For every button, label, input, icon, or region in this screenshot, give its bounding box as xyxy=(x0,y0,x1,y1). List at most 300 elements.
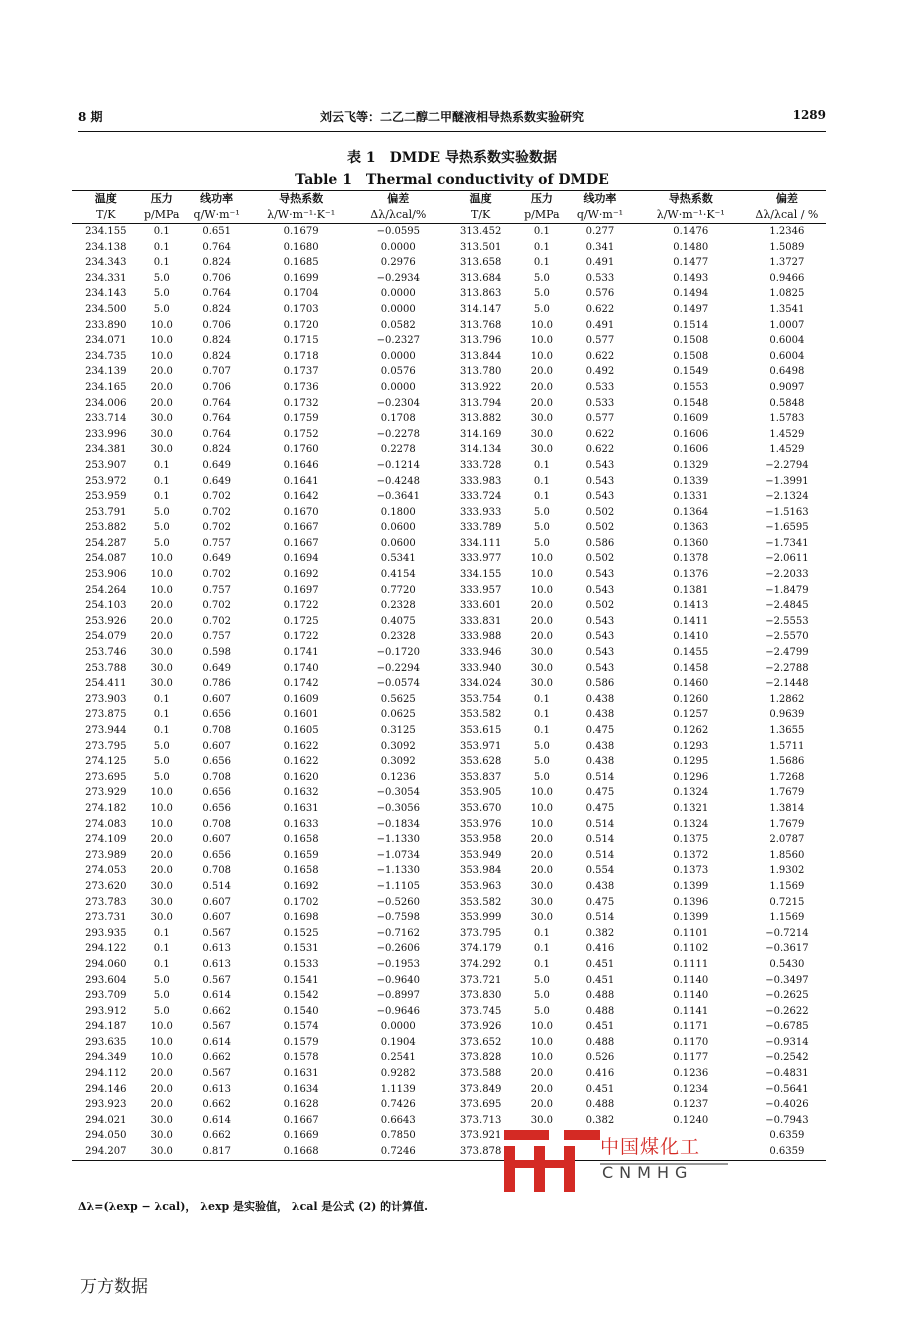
cell-line-power: 0.533 xyxy=(585,272,615,284)
cell-temperature: 314.134 xyxy=(459,444,502,456)
thermal-conductivity-table xyxy=(72,190,826,1161)
col-unit-line-power: q/W·m⁻¹ xyxy=(566,207,634,224)
cell-temperature: 314.169 xyxy=(459,428,502,440)
cell-temperature: 353.971 xyxy=(459,740,502,752)
table-row xyxy=(72,1097,826,1113)
issue-number: 8 期 xyxy=(78,110,103,124)
cell-line-power: 0.656 xyxy=(202,709,231,721)
cell-deviation: 1.1139 xyxy=(380,1083,416,1095)
cell-conductivity: 0.1622 xyxy=(283,740,319,752)
table-row xyxy=(72,442,826,458)
cell-deviation: −1.8479 xyxy=(765,584,809,596)
cell-line-power: 0.662 xyxy=(202,1052,231,1064)
cell-conductivity: 0.1722 xyxy=(283,631,319,643)
cell-pressure: 10.0 xyxy=(150,319,173,331)
cell-conductivity: 0.1460 xyxy=(673,678,709,690)
cell-pressure: 20.0 xyxy=(150,834,173,846)
cell-temperature: 313.844 xyxy=(459,350,502,362)
table-row xyxy=(72,333,826,349)
cell-pressure: 20.0 xyxy=(150,381,173,393)
cell-pressure: 10.0 xyxy=(150,335,173,347)
cell-line-power: 0.764 xyxy=(202,397,231,409)
cell-pressure: 5.0 xyxy=(153,740,170,752)
cell-temperature: 234.381 xyxy=(85,444,127,456)
cell-pressure: 10.0 xyxy=(530,1021,553,1033)
cell-pressure: 30.0 xyxy=(530,678,553,690)
cell-conductivity: 0.1331 xyxy=(673,491,709,503)
cell-pressure: 10.0 xyxy=(530,584,553,596)
table-row xyxy=(72,895,826,911)
cell-temperature: 293.935 xyxy=(85,927,127,939)
cell-pressure: 30.0 xyxy=(530,880,553,892)
cell-conductivity: 0.1620 xyxy=(283,771,319,783)
cell-deviation: 1.0007 xyxy=(769,319,805,331)
cell-deviation: 0.5341 xyxy=(380,553,416,565)
cell-line-power: 0.708 xyxy=(202,865,231,877)
cell-conductivity: 0.1698 xyxy=(283,912,319,924)
cell-line-power: 0.614 xyxy=(202,1114,231,1126)
table-caption-en: Table 1 Thermal conductivity of DMDE xyxy=(295,172,609,188)
cell-conductivity: 0.1399 xyxy=(673,912,709,924)
table-row xyxy=(72,271,826,287)
cell-temperature: 253.972 xyxy=(85,475,127,487)
cell-temperature: 273.944 xyxy=(85,725,127,736)
cell-line-power: 0.707 xyxy=(202,366,231,378)
cell-pressure: 10.0 xyxy=(530,335,553,347)
cell-deviation: −2.4845 xyxy=(765,600,809,612)
cell-conductivity: 0.1549 xyxy=(673,366,709,378)
cell-deviation: −2.1324 xyxy=(765,491,809,503)
cell-deviation: 0.1236 xyxy=(380,771,416,783)
cell-line-power: 0.702 xyxy=(202,491,231,503)
source-mark: 万方数据 xyxy=(80,1277,148,1297)
cell-conductivity: 0.1658 xyxy=(283,865,319,877)
cell-deviation: 0.3125 xyxy=(380,725,416,736)
cell-deviation: 0.0000 xyxy=(380,241,416,253)
cell-conductivity: 0.1553 xyxy=(673,381,709,393)
cell-deviation: −2.1448 xyxy=(765,678,809,690)
cell-temperature: 274.083 xyxy=(85,818,127,830)
cell-temperature: 353.976 xyxy=(459,818,502,830)
cell-deviation: 0.6359 xyxy=(748,1144,826,1160)
col-unit-temperature: T/K xyxy=(72,207,140,224)
cell-deviation: 0.1800 xyxy=(380,506,416,518)
cell-line-power: 0.607 xyxy=(202,693,231,705)
col-header-line-power: 线功率 xyxy=(566,191,634,208)
cell-conductivity: 0.1725 xyxy=(283,615,319,627)
cell-conductivity: 0.1257 xyxy=(673,709,709,721)
cell-conductivity: 0.1295 xyxy=(673,756,709,768)
col-unit-pressure: p/MPa xyxy=(140,207,184,224)
cell-pressure: 10.0 xyxy=(150,1052,173,1064)
cell-pressure: 5.0 xyxy=(153,272,170,284)
cell-line-power: 0.526 xyxy=(585,1052,615,1064)
table-row xyxy=(72,973,826,989)
col-header-pressure: 压力 xyxy=(518,191,567,208)
cell-temperature: 333.831 xyxy=(459,615,502,627)
cell-pressure: 20.0 xyxy=(150,1068,173,1080)
cell-deviation: −1.3991 xyxy=(765,475,809,487)
cell-temperature: 373.921 xyxy=(459,1130,502,1142)
cell-pressure: 10.0 xyxy=(150,553,173,565)
cell-line-power: 0.607 xyxy=(202,912,231,924)
cell-pressure: 5.0 xyxy=(153,756,170,768)
cell-temperature: 313.452 xyxy=(459,226,502,237)
cell-line-power: 0.613 xyxy=(202,958,231,970)
cell-temperature: 273.875 xyxy=(85,709,127,721)
cell-conductivity: 0.1601 xyxy=(283,709,319,721)
col-header-temperature: 温度 xyxy=(444,191,518,208)
cell-conductivity: 0.1493 xyxy=(673,272,709,284)
cell-temperature: 234.165 xyxy=(85,381,127,393)
cell-deviation: 1.5783 xyxy=(769,413,805,425)
cell-temperature: 253.926 xyxy=(85,615,127,627)
cell-deviation: −0.2606 xyxy=(376,943,420,955)
cell-conductivity: 0.1605 xyxy=(283,725,319,736)
table-row xyxy=(72,1035,826,1051)
table-row xyxy=(72,318,826,334)
cell-pressure: 20.0 xyxy=(530,631,553,643)
cell-pressure: 5.0 xyxy=(533,1005,550,1017)
cell-pressure: 0.1 xyxy=(533,241,550,253)
cell-line-power: 0.543 xyxy=(585,569,615,581)
table-row xyxy=(72,380,826,396)
cell-line-power: 0.475 xyxy=(585,802,615,814)
cell-deviation: 0.0000 xyxy=(380,303,416,315)
cell-pressure: 20.0 xyxy=(150,1083,173,1095)
cell-temperature: 233.714 xyxy=(85,413,127,425)
cell-deviation: −0.2327 xyxy=(376,335,420,347)
logo-bar xyxy=(534,1146,545,1192)
cell-line-power: 0.543 xyxy=(585,631,615,643)
cell-conductivity: 0.1541 xyxy=(283,974,319,986)
cell-deviation: −0.1720 xyxy=(376,647,420,659)
cell-conductivity: 0.1533 xyxy=(283,958,319,970)
cell-line-power: 0.824 xyxy=(202,335,231,347)
cell-conductivity: 0.1102 xyxy=(673,943,709,955)
cell-temperature: 373.849 xyxy=(459,1083,502,1095)
cell-deviation: −1.1105 xyxy=(376,880,420,892)
cell-temperature: 373.713 xyxy=(459,1114,502,1126)
cell-deviation: 0.2328 xyxy=(380,600,416,612)
cell-pressure: 0.1 xyxy=(533,927,550,939)
cell-deviation: −0.2278 xyxy=(376,428,420,440)
cell-deviation: 0.2278 xyxy=(380,444,416,456)
cell-conductivity: 0.1699 xyxy=(283,272,319,284)
cell-conductivity: 0.1396 xyxy=(673,896,709,908)
cell-conductivity: 0.1236 xyxy=(673,1068,709,1080)
cell-pressure: 10.0 xyxy=(530,1036,553,1048)
cell-conductivity: 0.1631 xyxy=(283,1068,319,1080)
cell-line-power: 0.514 xyxy=(585,834,615,846)
cell-line-power: 0.277 xyxy=(585,226,615,237)
cell-pressure: 30.0 xyxy=(530,1114,553,1126)
cell-line-power: 0.491 xyxy=(585,319,615,331)
cell-deviation: 1.3727 xyxy=(769,257,805,269)
cell-conductivity: 0.1752 xyxy=(283,428,319,440)
logo-bar xyxy=(504,1146,515,1192)
cell-temperature: 294.021 xyxy=(85,1114,127,1126)
cell-line-power: 0.567 xyxy=(202,1068,231,1080)
table-row xyxy=(72,910,826,926)
cell-conductivity: 0.1642 xyxy=(283,491,319,503)
cell-temperature: 353.837 xyxy=(459,771,502,783)
table-row xyxy=(72,536,826,552)
cell-conductivity: 0.1633 xyxy=(283,818,319,830)
cell-temperature: 293.604 xyxy=(85,974,127,986)
cell-temperature: 373.878 xyxy=(444,1144,518,1160)
cell-line-power: 0.543 xyxy=(585,584,615,596)
cell-conductivity: 0.1364 xyxy=(673,506,709,518)
cell-temperature: 373.795 xyxy=(459,927,502,939)
cell-deviation: −2.2794 xyxy=(765,459,809,471)
cell-deviation: 0.1708 xyxy=(380,413,416,425)
table-row xyxy=(72,1050,826,1066)
cell-pressure: 30.0 xyxy=(150,880,173,892)
cell-deviation: 0.4154 xyxy=(380,569,416,581)
cell-temperature: 373.721 xyxy=(459,974,502,986)
cell-pressure: 30.0 xyxy=(530,444,553,456)
cell-line-power: 0.764 xyxy=(202,288,231,300)
cell-deviation: −0.1214 xyxy=(376,459,420,471)
cell-line-power: 0.702 xyxy=(202,569,231,581)
cell-pressure: 20.0 xyxy=(530,600,553,612)
cell-line-power: 0.702 xyxy=(202,522,231,534)
table-row xyxy=(72,240,826,256)
cell-temperature: 294.060 xyxy=(85,958,127,970)
cell-deviation: 0.9097 xyxy=(769,381,805,393)
cell-conductivity: 0.1634 xyxy=(283,1083,319,1095)
cell-line-power: 0.764 xyxy=(202,241,231,253)
cell-conductivity: 0.1531 xyxy=(283,943,319,955)
cell-conductivity: 0.1641 xyxy=(283,475,319,487)
cell-line-power: 0.702 xyxy=(202,600,231,612)
cell-deviation: −0.9646 xyxy=(376,1005,420,1017)
cell-conductivity: 0.1667 xyxy=(283,537,319,549)
cell-temperature: 274.182 xyxy=(85,802,127,814)
cell-pressure: 10.0 xyxy=(150,1021,173,1033)
cell-deviation: −0.4026 xyxy=(765,1099,809,1111)
cell-temperature: 373.695 xyxy=(459,1099,502,1111)
table-row xyxy=(72,848,826,864)
cell-pressure: 30.0 xyxy=(150,413,173,425)
cell-pressure: 20.0 xyxy=(150,366,173,378)
table-row xyxy=(72,396,826,412)
col-header-deviation: 偏差 xyxy=(353,191,444,208)
cell-conductivity: 0.1759 xyxy=(283,413,319,425)
cell-temperature: 333.728 xyxy=(459,459,502,471)
table-row xyxy=(72,411,826,427)
cell-temperature: 293.923 xyxy=(85,1099,127,1111)
cell-deviation: 1.4529 xyxy=(769,428,805,440)
cell-temperature: 294.122 xyxy=(85,943,127,955)
cell-line-power: 0.502 xyxy=(585,600,615,612)
cell-temperature: 353.582 xyxy=(459,896,502,908)
cell-temperature: 273.731 xyxy=(85,912,127,924)
cell-deviation: −0.8997 xyxy=(376,990,420,1002)
cell-deviation: −0.0595 xyxy=(376,226,420,237)
table-row xyxy=(72,427,826,443)
logo-bar xyxy=(504,1130,549,1140)
cell-line-power: 0.341 xyxy=(585,241,615,253)
cell-line-power: 0.607 xyxy=(202,834,231,846)
cell-line-power: 0.488 xyxy=(585,1099,615,1111)
cell-pressure: 10.0 xyxy=(530,1052,553,1064)
running-title: 刘云飞等：二乙二醇二甲醚液相导热系数实验研究 xyxy=(319,110,584,124)
cell-pressure: 20.0 xyxy=(150,631,173,643)
cell-deviation: 0.6359 xyxy=(769,1130,805,1142)
cell-temperature: 234.735 xyxy=(85,350,127,362)
cell-deviation: 1.5089 xyxy=(769,241,805,253)
cell-pressure: 30.0 xyxy=(150,1114,173,1126)
cell-pressure: 0.1 xyxy=(533,943,550,955)
cell-pressure: 10.0 xyxy=(530,787,553,799)
cell-temperature: 353.963 xyxy=(459,880,502,892)
cell-conductivity: 0.1262 xyxy=(673,725,709,736)
watermark-name-en: CNMHG xyxy=(602,1163,694,1182)
cell-conductivity: 0.1260 xyxy=(673,693,709,705)
cell-deviation: −0.5641 xyxy=(765,1083,809,1095)
cell-deviation: 0.2541 xyxy=(380,1052,416,1064)
cell-pressure: 20.0 xyxy=(150,865,173,877)
cell-pressure: 10.0 xyxy=(150,584,173,596)
cell-pressure: 20.0 xyxy=(150,600,173,612)
cell-pressure: 0.1 xyxy=(533,491,550,503)
cell-conductivity: 0.1508 xyxy=(673,350,709,362)
cell-conductivity: 0.1622 xyxy=(283,756,319,768)
cell-deviation: 0.7720 xyxy=(380,584,416,596)
col-header-conductivity: 导热系数 xyxy=(249,191,352,208)
cell-line-power: 0.824 xyxy=(202,444,231,456)
cell-temperature: 333.940 xyxy=(459,662,502,674)
table-row xyxy=(72,801,826,817)
cell-deviation: 1.3541 xyxy=(769,303,805,315)
table-row xyxy=(72,255,826,271)
cell-conductivity: 0.1715 xyxy=(283,335,319,347)
cell-deviation: −0.9314 xyxy=(765,1036,809,1048)
cell-deviation: 1.5686 xyxy=(769,756,805,768)
cell-line-power: 0.824 xyxy=(202,257,231,269)
cell-deviation: 0.0000 xyxy=(380,350,416,362)
cell-deviation: −0.2934 xyxy=(376,272,420,284)
cell-pressure: 0.1 xyxy=(153,226,170,237)
cell-temperature: 294.112 xyxy=(85,1068,127,1080)
cell-conductivity: 0.1668 xyxy=(249,1144,352,1160)
cell-deviation: −0.7214 xyxy=(765,927,809,939)
cell-conductivity: 0.1296 xyxy=(673,771,709,783)
cell-deviation: 1.9302 xyxy=(769,865,805,877)
table-row xyxy=(72,770,826,786)
cell-pressure: 20.0 xyxy=(150,397,173,409)
cell-temperature: 353.999 xyxy=(459,912,502,924)
cell-conductivity: 0.1170 xyxy=(673,1036,709,1048)
cell-deviation: 1.7679 xyxy=(769,787,805,799)
cell-line-power: 0.586 xyxy=(585,678,615,690)
cell-temperature: 313.768 xyxy=(459,319,502,331)
col-header-line-power: 线功率 xyxy=(184,191,249,208)
table-row xyxy=(72,676,826,692)
cell-pressure: 20.0 xyxy=(530,1099,553,1111)
cell-temperature: 313.794 xyxy=(459,397,502,409)
cell-conductivity: 0.1692 xyxy=(283,880,319,892)
cell-deviation: 0.1904 xyxy=(380,1036,416,1048)
cell-temperature: 333.933 xyxy=(459,506,502,518)
cell-line-power: 0.708 xyxy=(202,771,231,783)
cell-conductivity: 0.1494 xyxy=(673,288,709,300)
cell-conductivity: 0.1378 xyxy=(673,553,709,565)
cell-temperature: 313.882 xyxy=(459,413,502,425)
table-row xyxy=(72,941,826,957)
cell-pressure: 0.1 xyxy=(533,693,550,705)
cell-temperature: 373.745 xyxy=(459,1005,502,1017)
cell-deviation: 0.6004 xyxy=(769,335,805,347)
table-row xyxy=(72,739,826,755)
cell-line-power: 0.543 xyxy=(585,459,615,471)
cell-line-power: 0.576 xyxy=(585,288,615,300)
cell-pressure: 0.1 xyxy=(533,958,550,970)
cell-line-power: 0.649 xyxy=(202,459,231,471)
cell-conductivity: 0.1692 xyxy=(283,569,319,581)
cell-line-power: 0.502 xyxy=(585,522,615,534)
table-row xyxy=(72,489,826,505)
cell-temperature: 313.658 xyxy=(459,257,502,269)
cell-temperature: 373.588 xyxy=(459,1068,502,1080)
cell-pressure: 30.0 xyxy=(530,662,553,674)
cell-temperature: 234.006 xyxy=(85,397,127,409)
cell-pressure: 20.0 xyxy=(530,366,553,378)
cell-pressure: 0.1 xyxy=(533,709,550,721)
cell-line-power: 0.649 xyxy=(202,475,231,487)
cell-line-power: 0.514 xyxy=(585,849,615,861)
table-row xyxy=(72,707,826,723)
cell-pressure: 10.0 xyxy=(150,1036,173,1048)
cell-pressure: 5.0 xyxy=(153,303,170,315)
cell-deviation: 1.2862 xyxy=(769,693,805,705)
cell-pressure: 30.0 xyxy=(150,662,173,674)
cell-pressure: 20.0 xyxy=(530,1068,553,1080)
cell-deviation: −2.5570 xyxy=(765,631,809,643)
cell-line-power: 0.702 xyxy=(202,615,231,627)
cell-deviation: −0.7162 xyxy=(376,927,420,939)
cell-deviation: −0.2622 xyxy=(765,1005,809,1017)
cell-line-power: 0.543 xyxy=(585,615,615,627)
cell-temperature: 353.582 xyxy=(459,709,502,721)
cell-deviation: 0.2976 xyxy=(380,257,416,269)
cell-line-power: 0.514 xyxy=(585,912,615,924)
cell-deviation: 1.2346 xyxy=(769,226,805,237)
cell-line-power: 0.438 xyxy=(585,756,615,768)
cell-conductivity: 0.1703 xyxy=(283,303,319,315)
table-row xyxy=(72,629,826,645)
cell-deviation: 0.0000 xyxy=(380,1021,416,1033)
cell-line-power: 0.543 xyxy=(585,647,615,659)
cell-line-power: 0.567 xyxy=(202,1021,231,1033)
cell-pressure: 30.0 xyxy=(150,912,173,924)
cell-deviation: −1.0734 xyxy=(376,849,420,861)
cell-conductivity: 0.1381 xyxy=(673,584,709,596)
cell-conductivity: 0.1480 xyxy=(673,241,709,253)
cell-pressure: 0.1 xyxy=(153,459,170,471)
cell-deviation: −1.1330 xyxy=(376,865,420,877)
cell-temperature: 333.957 xyxy=(459,584,502,596)
cell-pressure: 0.1 xyxy=(153,491,170,503)
cell-deviation: 0.0625 xyxy=(380,709,416,721)
cell-deviation: 0.9282 xyxy=(380,1068,416,1080)
cell-deviation: −0.3641 xyxy=(376,491,420,503)
table-row xyxy=(72,661,826,677)
cell-conductivity: 0.1760 xyxy=(283,444,319,456)
cell-conductivity: 0.1548 xyxy=(673,397,709,409)
